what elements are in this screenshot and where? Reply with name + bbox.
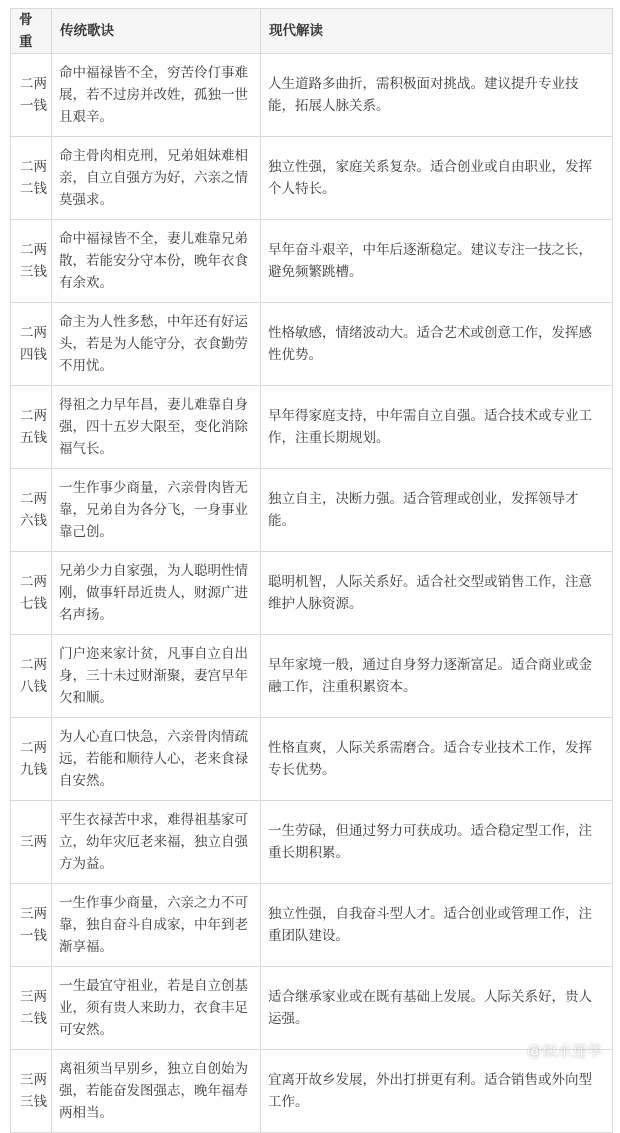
table-row: [11, 552, 613, 635]
table-row: [11, 801, 613, 884]
modern-cell: 独立性强，自我奋斗型人才。适合创业或管理工作，注重团队建设。: [261, 884, 613, 967]
weight-cell: 二两四钱: [11, 303, 52, 386]
table-row: [11, 1050, 613, 1133]
weight-cell: 二两六钱: [11, 469, 52, 552]
watermark-text: @似水莲华: [526, 1042, 602, 1060]
modern-cell: 早年家境一般，通过自身努力逐渐富足。适合商业或金融工作，注重积累资本。: [261, 635, 613, 718]
weight-cell: 三两一钱: [11, 884, 52, 967]
bone-weight-table: [10, 8, 613, 1133]
verse-cell: 得祖之力早年昌，妻儿难靠自身强，四十五岁大限至，变化消除福气长。: [52, 386, 261, 469]
modern-cell: 适合继承家业或在既有基础上发展。人际关系好，贵人运强。: [261, 967, 613, 1050]
weight-cell: 三两三钱: [11, 1050, 52, 1133]
weight-cell: 二两五钱: [11, 386, 52, 469]
modern-cell: 早年得家庭支持，中年需自立自强。适合技术或专业工作，注重长期规划。: [261, 386, 613, 469]
table-row: [11, 386, 613, 469]
table-row: [11, 220, 613, 303]
table-row: [11, 718, 613, 801]
verse-cell: 平生衣禄苦中求，难得祖基家可立，幼年灾厄老来福，独立自强方为益。: [52, 801, 261, 884]
weight-cell: 二两一钱: [11, 54, 52, 137]
modern-cell: 早年奋斗艰辛，中年后逐渐稳定。建议专注一技之长，避免频繁跳槽。: [261, 220, 613, 303]
weight-cell: 二两八钱: [11, 635, 52, 718]
table-row: [11, 967, 613, 1050]
modern-cell: 人生道路多曲折，需积极面对挑战。建议提升专业技能，拓展人脉关系。: [261, 54, 613, 137]
verse-cell: 命主骨肉相克刑，兄弟姐妹难相亲，自立自强方为好，六亲之情莫强求。: [52, 137, 261, 220]
modern-cell: 性格敏感，情绪波动大。适合艺术或创意工作，发挥感性优势。: [261, 303, 613, 386]
weight-cell: 二两九钱: [11, 718, 52, 801]
weight-cell: 二两二钱: [11, 137, 52, 220]
header-verse: 传统歌诀: [52, 9, 261, 54]
table-row: [11, 635, 613, 718]
modern-cell: 宜离开故乡发展，外出打拼更有利。适合销售或外向型工作。: [261, 1050, 613, 1133]
table-row: [11, 137, 613, 220]
table-row: [11, 54, 613, 137]
modern-cell: 独立自主，决断力强。适合管理或创业，发挥领导才能。: [261, 469, 613, 552]
modern-cell: 一生劳碌，但通过努力可获成功。适合稳定型工作，注重长期积累。: [261, 801, 613, 884]
verse-cell: 一生最宜守祖业，若是自立创基业，须有贵人来助力，衣食丰足可安然。: [52, 967, 261, 1050]
verse-cell: 一生作事少商量，六亲之力不可靠，独自奋斗自成家，中年到老渐享福。: [52, 884, 261, 967]
verse-cell: 一生作事少商量，六亲骨肉皆无靠，兄弟自为各分飞，一身事业靠己创。: [52, 469, 261, 552]
bone-weight-table-container: [10, 8, 612, 1133]
table-row: [11, 469, 613, 552]
table-header-row: [11, 9, 613, 54]
weight-cell: 三两: [11, 801, 52, 884]
header-weight: 骨重: [11, 9, 52, 54]
verse-cell: 兄弟少力自家强，为人聪明性情刚，做事轩昂近贵人，财源广进名声扬。: [52, 552, 261, 635]
modern-cell: 性格直爽，人际关系需磨合。适合专业技术工作，发挥专长优势。: [261, 718, 613, 801]
verse-cell: 命中福禄皆不全，妻儿难靠兄弟散，若能安分守本份，晚年衣食有余欢。: [52, 220, 261, 303]
verse-cell: 离祖须当早别乡，独立自创始为强，若能奋发图强志，晚年福寿两相当。: [52, 1050, 261, 1133]
weight-cell: 三两二钱: [11, 967, 52, 1050]
table-row: [11, 884, 613, 967]
weight-cell: 二两七钱: [11, 552, 52, 635]
verse-cell: 命中福禄皆不全，穷苦伶仃事难展，若不过房并改姓，孤独一世且艰辛。: [52, 54, 261, 137]
verse-cell: 门户迩来家计贫，凡事自立自出身，三十未过财渐聚，妻宫早年欠和顺。: [52, 635, 261, 718]
modern-cell: 聪明机智，人际关系好。适合社交型或销售工作，注意维护人脉资源。: [261, 552, 613, 635]
verse-cell: 命主为人性多愁，中年还有好运头，若是为人能守分，衣食勤劳不用忧。: [52, 303, 261, 386]
header-modern: 现代解读: [261, 9, 613, 54]
verse-cell: 为人心直口快急，六亲骨肉情疏远，若能和顺待人心，老来食禄自安然。: [52, 718, 261, 801]
modern-cell: 独立性强，家庭关系复杂。适合创业或自由职业，发挥个人特长。: [261, 137, 613, 220]
table-row: [11, 303, 613, 386]
weight-cell: 二两三钱: [11, 220, 52, 303]
